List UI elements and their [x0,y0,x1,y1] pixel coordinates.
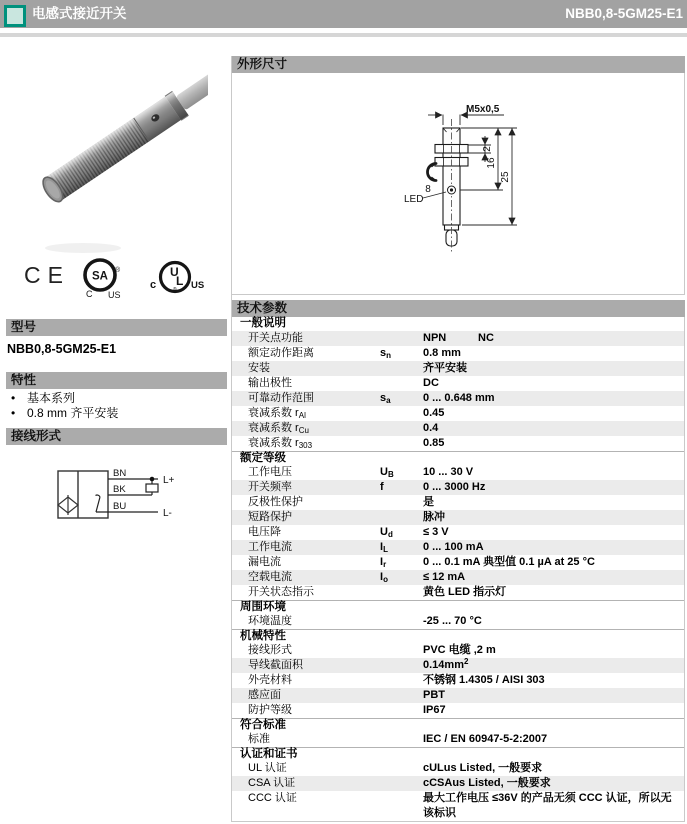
header-divider-strip [0,33,687,37]
param-value [423,688,684,703]
table-row [232,585,684,600]
param-value [423,495,684,510]
param-value [423,703,684,718]
table-row [232,480,684,495]
table-row [232,540,684,555]
param-value-text: 不锈钢 1.4305 / AISI 303 [423,674,545,686]
param-value-text: 0 ... 3000 Hz [423,481,486,493]
param-symbol [380,331,423,346]
param-value [423,776,684,791]
param-label: 接线形式 [248,644,292,656]
param-symbol: $U_d$ [380,526,393,539]
section-header-model: 型号 [6,319,227,336]
param-label: 衰减系数 $r_{303}$ [248,437,313,450]
param-symbol [380,643,423,658]
param-symbol: $I_L$ [380,541,388,554]
table-row [232,465,684,480]
param-label: 外壳材料 [248,674,292,686]
param-value-text: 黄色 LED 指示灯 [423,586,507,598]
table-section-header: 额定等级 [232,451,684,465]
table-row [232,376,684,391]
param-symbol: $U_B$ [380,466,394,479]
svg-text:SA: SA [92,270,108,283]
table-row [232,791,684,821]
param-value-text: 齐平安装 [423,362,467,374]
top-header-bar [0,0,687,28]
param-symbol: $s_a$ [380,392,391,405]
param-value-text: NPN [423,332,447,344]
dim-2-label: 2 [482,146,493,152]
param-label: 开关点功能 [248,332,303,344]
param-label: 短路保护 [248,511,292,523]
table-row [232,525,684,540]
param-symbol: f [380,481,384,493]
svg-text:U: U [170,265,179,279]
param-value-text: 0.8 mm [423,347,461,359]
section-header-connection: 接线形式 [6,428,227,445]
param-value-text: cULus Listed, 一般要求 [423,762,543,774]
bullet-icon: • [11,406,16,420]
param-symbol [380,421,423,436]
param-symbol: $s_n$ [380,347,392,360]
param-value-text: IEC / EN 60947-5-2:2007 [423,733,548,745]
param-value [423,525,684,540]
param-value [423,391,684,406]
param-value [423,361,684,376]
param-value [423,732,684,747]
svg-text:C: C [86,289,93,299]
table-section-header: 周围环境 [232,600,684,614]
param-label: 开关频率 [248,481,292,493]
product-model-header: NBB0,8-5GM25-E1 [565,6,683,21]
table-row [232,436,684,451]
svg-text:L: L [176,274,184,288]
table-section-header: 一般说明 [232,317,684,331]
ce-mark: CE [24,262,70,288]
table-row [232,570,684,585]
table-row [232,495,684,510]
param-value [423,791,684,821]
svg-text:L-: L- [163,508,172,519]
param-label: 安装 [248,362,270,374]
param-label: 工作电压 [248,466,292,478]
param-value-2: NC [478,332,494,344]
param-symbol [380,406,423,421]
param-value [423,761,684,776]
param-value-text: PBT [423,689,445,701]
param-value [423,406,684,421]
param-value-text: -25 ... 70 °C [423,615,482,627]
svg-text:®: ® [173,287,177,293]
param-value [423,585,684,600]
table-row [232,346,684,361]
param-value-text: 0 ... 100 mA [423,541,484,553]
param-value-text: 0 ... 0.648 mm [423,392,495,404]
csa-logo [80,256,126,300]
param-value-text: IP67 [423,704,446,716]
table-row [232,331,684,346]
param-label: 环境温度 [248,615,292,627]
param-value [423,480,684,495]
cable [176,62,208,110]
param-symbol [380,703,423,718]
param-label: 额定动作距离 [248,347,314,359]
param-value-text: 0.85 [423,437,445,449]
param-label: 电压降 [248,526,281,538]
feature-item [6,406,226,421]
param-value [423,673,684,688]
param-label: 导线截面积 [248,659,303,671]
param-value-text: 是 [423,496,434,508]
dimension-drawing-box [232,73,685,295]
brand-square-icon [4,5,26,27]
model-number: NBB0,8-5GM25-E1 [7,342,117,356]
param-label: UL 认证 [248,762,287,774]
table-row [232,761,684,776]
param-value [423,614,684,629]
tech-params-table [232,317,685,822]
page-title: 电感式接近开关 [32,6,127,21]
param-value-text: 0 ... 0.1 mA 典型值 0.1 µA at 25 °C [423,556,595,568]
param-label: 感应面 [248,689,281,701]
table-row [232,658,684,673]
param-label: 空载电流 [248,571,292,583]
param-value [423,643,684,658]
param-value-text: ≤ 3 V [423,526,449,538]
param-value-text: DC [423,377,439,389]
feature-text: 0.8 mm 齐平安装 [27,406,119,420]
param-symbol [380,658,423,673]
switch-contact [96,495,101,512]
table-row [232,776,684,791]
param-label: CSA 认证 [248,777,296,789]
param-value [423,540,684,555]
param-symbol [380,436,423,451]
param-label: 反极性保护 [248,496,303,508]
feature-item [6,391,226,406]
param-value [423,570,684,585]
param-label: 衰减系数 $r_{Cu}$ [248,422,309,435]
param-symbol: $I_r$ [380,556,387,569]
table-row [232,421,684,436]
param-value-text: PVC 电缆 ,2 m [423,644,496,656]
param-symbol [380,510,423,525]
table-row [232,703,684,718]
param-symbol [380,776,423,791]
param-symbol [380,361,423,376]
wrench-size-label: 8 [425,184,431,195]
wiring-diagram [40,456,220,528]
table-row [232,510,684,525]
param-value-text: $0.14mm^2$ [423,657,469,671]
table-row [232,732,684,747]
param-label: 衰减系数 $r_{Al}$ [248,407,306,420]
param-label: 标准 [248,733,270,745]
table-section-header: 符合标准 [232,718,684,732]
param-label: 漏电流 [248,556,281,568]
param-symbol [380,688,423,703]
param-value [423,436,684,451]
table-row [232,673,684,688]
param-value-text: 脉冲 [423,511,445,523]
table-section-header: 机械特性 [232,629,684,643]
svg-text:c: c [150,279,157,291]
svg-text:US: US [191,280,204,291]
param-value [423,376,684,391]
param-value [423,555,684,570]
table-row [232,361,684,376]
param-value [423,658,684,673]
param-value [423,421,684,436]
photo-shadow [45,243,121,253]
param-value [423,346,684,361]
param-value-text: 最大工作电压 ≤36V 的产品无须 CCC 认证，所以无该标识 [423,792,672,819]
param-symbol [380,495,423,510]
param-label: 开关状态指示 [248,586,314,598]
param-value [423,510,684,525]
section-header-tech-params: 技术参数 [232,300,685,317]
table-row [232,643,684,658]
param-symbol [380,761,423,776]
dim-16-label: 16 [486,157,497,169]
table-row [232,391,684,406]
param-symbol [380,614,423,629]
svg-text:®: ® [115,267,121,274]
section-header-features: 特性 [6,372,227,389]
param-value-text: ≤ 12 mA [423,571,466,583]
param-value-text: 0.4 [423,422,439,434]
param-symbol [380,673,423,688]
svg-text:BN: BN [113,468,127,479]
load-resistor [146,484,158,492]
table-row [232,406,684,421]
svg-text:BU: BU [113,501,127,512]
param-value-text: 0.45 [423,407,445,419]
svg-text:BK: BK [113,484,126,495]
ul-logo [148,258,204,300]
param-value-text: 10 ... 30 V [423,466,474,478]
svg-text:L+: L+ [163,475,175,486]
thread-label: M5x0,5 [466,104,500,115]
param-symbol [380,376,423,391]
param-value [423,465,684,480]
led-label: LED [404,194,424,205]
feature-text: 基本系列 [27,391,76,405]
param-label: 输出极性 [248,377,292,389]
table-row [232,555,684,570]
param-label: 工作电流 [248,541,292,553]
param-label: 可靠动作范围 [248,392,314,404]
param-symbol [380,732,423,747]
param-value-text: cCSAus Listed, 一般要求 [423,777,551,789]
section-header-dimensions: 外形尺寸 [232,56,685,73]
table-row [232,688,684,703]
product-photo [28,62,208,257]
param-value [423,331,684,346]
table-row [232,614,684,629]
param-label: 防护等级 [248,704,292,716]
param-symbol: $I_o$ [380,571,388,584]
bullet-icon: • [11,391,16,405]
features-list [6,391,226,421]
table-section-header: 认证和证书 [232,747,684,761]
param-label: CCC 认证 [248,792,297,804]
param-symbol [380,585,423,600]
dimension-drawing [232,73,684,293]
junction-dot [150,477,155,482]
dim-25-label: 25 [500,171,511,183]
svg-text:US: US [108,290,121,300]
